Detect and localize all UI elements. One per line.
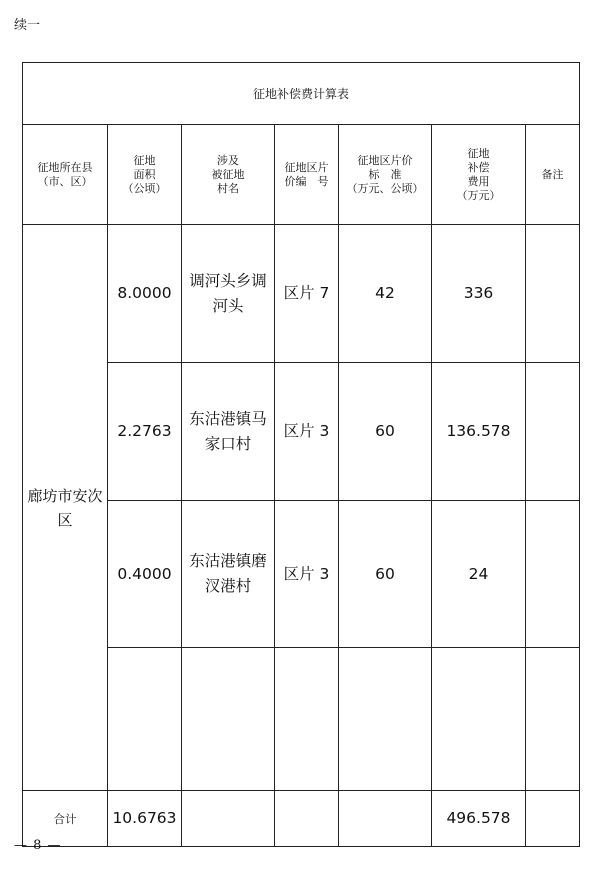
total-area-cell: 10.6763 bbox=[108, 791, 182, 847]
header-area: 征地 面积 （公顷） bbox=[108, 125, 182, 225]
zone-cell: 区片 3 bbox=[275, 363, 339, 501]
remark-cell bbox=[526, 225, 580, 363]
header-remark: 备注 bbox=[526, 125, 580, 225]
area-cell: 0.4000 bbox=[108, 501, 182, 648]
zone-cell: 区片 3 bbox=[275, 501, 339, 648]
area-cell: 8.0000 bbox=[108, 225, 182, 363]
fee-cell: 336 bbox=[432, 225, 526, 363]
remark-cell bbox=[526, 363, 580, 501]
area-cell bbox=[108, 648, 182, 791]
village-cell: 东沽港镇马家口村 bbox=[182, 363, 275, 501]
standard-cell bbox=[339, 648, 432, 791]
total-zone-cell bbox=[275, 791, 339, 847]
village-cell: 东沽港镇磨汊港村 bbox=[182, 501, 275, 648]
header-village: 涉及 被征地 村名 bbox=[182, 125, 275, 225]
zone-cell bbox=[275, 648, 339, 791]
standard-cell: 42 bbox=[339, 225, 432, 363]
fee-cell: 136.578 bbox=[432, 363, 526, 501]
total-label: 合计 bbox=[23, 791, 108, 847]
header-county: 征地所在县 （市、区） bbox=[23, 125, 108, 225]
header-zone-no: 征地区片 价编 号 bbox=[275, 125, 339, 225]
standard-cell: 60 bbox=[339, 363, 432, 501]
zone-cell: 区片 7 bbox=[275, 225, 339, 363]
county-cell: 廊坊市安次区 bbox=[23, 225, 108, 791]
area-cell: 2.2763 bbox=[108, 363, 182, 501]
table-row bbox=[23, 225, 580, 363]
village-cell bbox=[182, 648, 275, 791]
total-standard-cell bbox=[339, 791, 432, 847]
total-remark-cell bbox=[526, 791, 580, 847]
standard-cell: 60 bbox=[339, 501, 432, 648]
total-row bbox=[23, 791, 580, 847]
fee-cell: 24 bbox=[432, 501, 526, 648]
compensation-table bbox=[22, 62, 580, 847]
remark-cell bbox=[526, 501, 580, 648]
fee-cell bbox=[432, 648, 526, 791]
table-title-row bbox=[23, 63, 580, 125]
page-number: — 8 — bbox=[14, 838, 62, 853]
total-fee-cell: 496.578 bbox=[432, 791, 526, 847]
total-village-cell bbox=[182, 791, 275, 847]
header-standard: 征地区片价 标 准 （万元、公顷） bbox=[339, 125, 432, 225]
table-title: 征地补偿费计算表 bbox=[23, 63, 580, 125]
continued-label: 续一 bbox=[14, 18, 41, 33]
header-fee: 征地 补偿 费用 （万元） bbox=[432, 125, 526, 225]
remark-cell bbox=[526, 648, 580, 791]
table-header-row bbox=[23, 125, 580, 225]
village-cell: 调河头乡调河头 bbox=[182, 225, 275, 363]
